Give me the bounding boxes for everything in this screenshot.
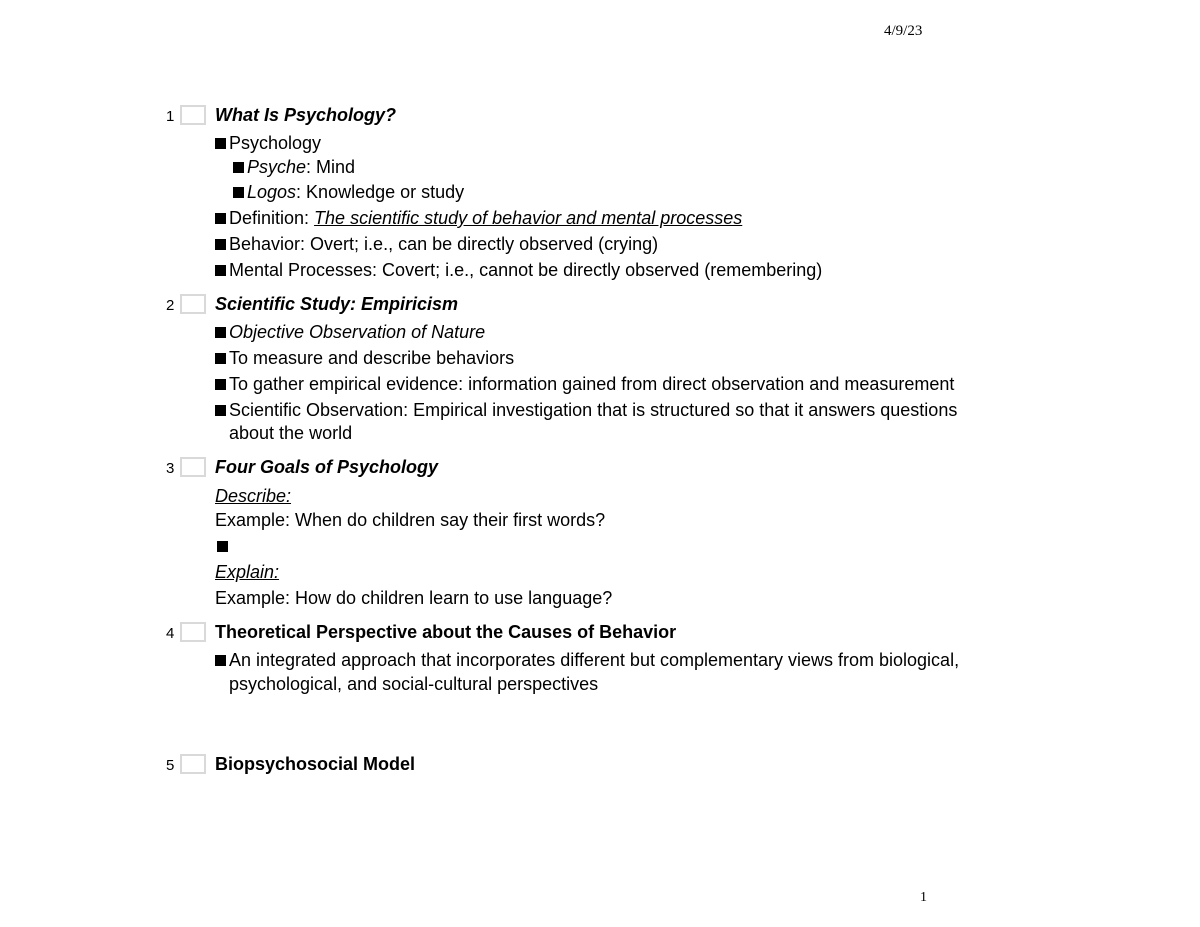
- slide-number: 2: [166, 297, 175, 314]
- bullet-line: Objective Observation of Nature: [215, 322, 485, 343]
- slide-title: What Is Psychology?: [215, 105, 397, 125]
- bullet-continuation: about the world: [229, 423, 353, 443]
- bullet-line: Behavior: Overt; i.e., can be directly observed (crying): [215, 234, 658, 255]
- bullet-line: Scientific Observation: Empirical investigation that is structured so that it answers questions: [215, 400, 957, 421]
- slide-number: 5: [166, 757, 175, 774]
- slide-thumbnail-box[interactable]: [180, 294, 206, 314]
- bullet-line: Mental Processes: Covert; i.e., cannot be directly observed (remembering): [215, 260, 822, 281]
- square-bullet-icon: [215, 379, 226, 390]
- square-bullet-icon: [215, 265, 226, 276]
- square-bullet-icon: [215, 405, 226, 416]
- bullet-continuation: psychological, and social-cultural perspectives: [229, 674, 599, 694]
- bullet-line: Psychology: [215, 133, 321, 154]
- sub-bullet-line: Psyche: Mind: [233, 157, 355, 178]
- slide-thumbnail-box[interactable]: [180, 457, 206, 477]
- bullet-line: An integrated approach that incorporates different but complementary views from biological,: [215, 650, 959, 671]
- slide-title: Theoretical Perspective about the Causes of Behavior: [215, 622, 677, 642]
- bullet-line: To measure and describe behaviors: [215, 348, 514, 369]
- slide-number: 1: [166, 108, 175, 125]
- bullet-line: To gather empirical evidence: information gained from direct observation and measurement: [215, 374, 954, 395]
- square-bullet-icon: [215, 353, 226, 364]
- example-line: Example: How do children learn to use language?: [215, 588, 613, 608]
- slide-title: Scientific Study: Empiricism: [215, 294, 459, 314]
- empty-bullet: [217, 536, 231, 557]
- goal-label: Describe:: [215, 486, 292, 506]
- square-bullet-icon: [215, 239, 226, 250]
- slide-thumbnail-box[interactable]: [180, 622, 206, 642]
- slide-title: Biopsychosocial Model: [215, 754, 416, 774]
- example-line: Example: When do children say their first words?: [215, 510, 606, 530]
- square-bullet-icon: [233, 162, 244, 173]
- bullet-line: Definition: The scientific study of behavior and mental processes: [215, 208, 742, 229]
- slide-thumbnail-box[interactable]: [180, 105, 206, 125]
- square-bullet-icon: [217, 541, 228, 552]
- definition-text: The scientific study of behavior and mental processes: [314, 208, 743, 228]
- slide-number: 4: [166, 625, 175, 642]
- page-number: 1: [920, 890, 927, 905]
- sub-bullet-line: Logos: Knowledge or study: [233, 182, 464, 203]
- square-bullet-icon: [215, 327, 226, 338]
- header-date: 4/9/23: [884, 23, 923, 39]
- square-bullet-icon: [215, 138, 226, 149]
- goal-label: Explain:: [215, 562, 280, 582]
- square-bullet-icon: [215, 213, 226, 224]
- slide-thumbnail-box[interactable]: [180, 754, 206, 774]
- square-bullet-icon: [215, 655, 226, 666]
- slide-number: 3: [166, 460, 175, 477]
- square-bullet-icon: [233, 187, 244, 198]
- slide-title: Four Goals of Psychology: [215, 457, 439, 477]
